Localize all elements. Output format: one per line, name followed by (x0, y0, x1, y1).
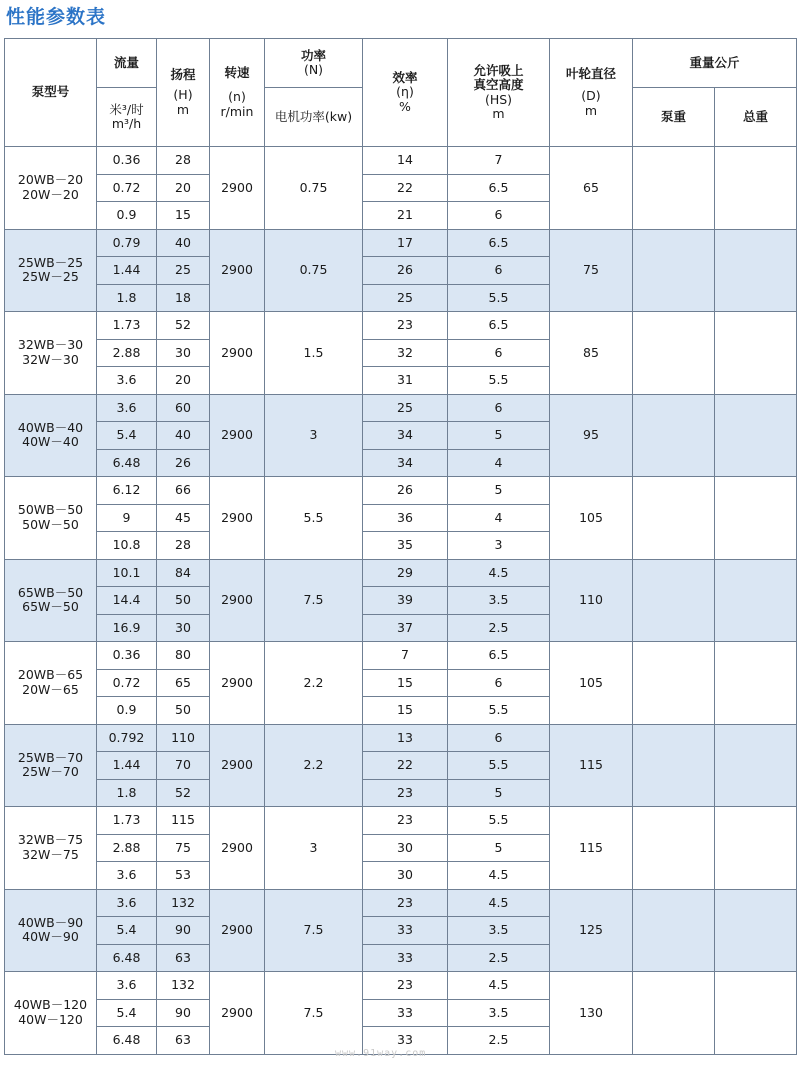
pump-weight-cell (633, 312, 715, 395)
pump-weight-cell (633, 807, 715, 890)
head-cell: 50 (157, 697, 210, 725)
flow-cell: 1.73 (97, 312, 157, 340)
table-row (5, 477, 797, 505)
header-weight: 重量公斤 (633, 39, 797, 88)
suction-height-cell: 6 (448, 394, 550, 422)
header-speed-unit1: (n) (228, 89, 246, 105)
power-cell: 3 (265, 394, 363, 477)
model-name-alt: 32W－30 (22, 351, 79, 367)
efficiency-cell: 30 (363, 862, 448, 890)
flow-cell: 0.9 (97, 202, 157, 230)
head-cell: 50 (157, 587, 210, 615)
flow-cell: 3.6 (97, 889, 157, 917)
table-body (5, 147, 797, 1055)
suction-height-cell: 2.5 (448, 1027, 550, 1055)
model-name-alt: 40W－40 (22, 434, 79, 450)
efficiency-cell: 33 (363, 1027, 448, 1055)
flow-cell: 0.72 (97, 174, 157, 202)
flow-cell: 2.88 (97, 339, 157, 367)
head-cell: 52 (157, 312, 210, 340)
model-cell (5, 889, 97, 972)
impeller-cell: 105 (550, 642, 633, 725)
impeller-cell: 75 (550, 229, 633, 312)
power-cell: 7.5 (265, 889, 363, 972)
efficiency-cell: 30 (363, 834, 448, 862)
efficiency-cell: 32 (363, 339, 448, 367)
suction-height-cell: 5.5 (448, 807, 550, 835)
efficiency-cell: 23 (363, 779, 448, 807)
efficiency-cell: 21 (363, 202, 448, 230)
suction-height-cell: 5 (448, 477, 550, 505)
table-row (5, 807, 797, 835)
header-eff-label: 效率 (392, 69, 418, 85)
header-model: 泵型号 (5, 39, 97, 147)
head-cell: 84 (157, 559, 210, 587)
model-name-alt: 25W－25 (22, 269, 79, 285)
head-cell: 53 (157, 862, 210, 890)
header-eff-unit: % (399, 98, 411, 114)
pump-weight-cell (633, 889, 715, 972)
flow-cell: 6.12 (97, 477, 157, 505)
model-name: 40WB－120 (13, 997, 88, 1013)
table-row (5, 229, 797, 257)
model-cell (5, 807, 97, 890)
pump-weight-cell (633, 147, 715, 230)
total-weight-cell (715, 394, 797, 477)
head-cell: 30 (157, 339, 210, 367)
flow-cell: 1.44 (97, 752, 157, 780)
header-head-unit2: m (176, 101, 190, 117)
model-name: 32WB－75 (17, 832, 84, 848)
efficiency-cell: 13 (363, 724, 448, 752)
table-row (5, 724, 797, 752)
efficiency-cell: 23 (363, 312, 448, 340)
flow-cell: 3.6 (97, 367, 157, 395)
flow-cell: 0.9 (97, 697, 157, 725)
flow-cell: 2.88 (97, 834, 157, 862)
head-cell: 25 (157, 257, 210, 285)
header-head-label: 扬程 (170, 66, 196, 82)
model-cell (5, 477, 97, 560)
total-weight-cell (715, 147, 797, 230)
suction-height-cell: 5.5 (448, 367, 550, 395)
head-cell: 110 (157, 724, 210, 752)
table-row (5, 312, 797, 340)
model-cell (5, 147, 97, 230)
head-cell: 132 (157, 889, 210, 917)
suction-height-cell: 5.5 (448, 284, 550, 312)
head-cell: 115 (157, 807, 210, 835)
speed-cell: 2900 (210, 147, 265, 230)
header-impeller-label: 叶轮直径 (565, 65, 616, 81)
header-impeller-sub: (D) (581, 88, 601, 104)
flow-cell: 0.36 (97, 642, 157, 670)
flow-cell: 0.79 (97, 229, 157, 257)
head-cell: 70 (157, 752, 210, 780)
efficiency-cell: 31 (363, 367, 448, 395)
flow-cell: 5.4 (97, 999, 157, 1027)
total-weight-cell (715, 477, 797, 560)
speed-cell: 2900 (210, 312, 265, 395)
total-weight-cell (715, 724, 797, 807)
pump-weight-cell (633, 229, 715, 312)
speed-cell: 2900 (210, 559, 265, 642)
impeller-cell: 85 (550, 312, 633, 395)
flow-cell: 6.48 (97, 944, 157, 972)
impeller-cell: 130 (550, 972, 633, 1055)
watermark: www.91way.com (335, 1048, 427, 1059)
header-suction-unit: m (492, 105, 505, 121)
speed-cell: 2900 (210, 972, 265, 1055)
model-name: 20WB－65 (17, 667, 84, 683)
pump-weight-cell (633, 972, 715, 1055)
header-suction-line3: (HS) (484, 91, 513, 107)
total-weight-cell (715, 972, 797, 1055)
efficiency-cell: 33 (363, 999, 448, 1027)
header-impeller (550, 39, 633, 147)
efficiency-cell: 39 (363, 587, 448, 615)
suction-height-cell: 3.5 (448, 917, 550, 945)
table-row (5, 889, 797, 917)
suction-height-cell: 4.5 (448, 862, 550, 890)
flow-cell: 6.48 (97, 449, 157, 477)
suction-height-cell: 6.5 (448, 312, 550, 340)
speed-cell: 2900 (210, 477, 265, 560)
speed-cell: 2900 (210, 724, 265, 807)
speed-cell: 2900 (210, 807, 265, 890)
impeller-cell: 110 (550, 559, 633, 642)
suction-height-cell: 2.5 (448, 944, 550, 972)
suction-height-cell: 6 (448, 669, 550, 697)
efficiency-cell: 23 (363, 972, 448, 1000)
suction-height-cell: 2.5 (448, 614, 550, 642)
efficiency-cell: 22 (363, 752, 448, 780)
header-head-unit1: (H) (173, 87, 193, 103)
power-cell: 5.5 (265, 477, 363, 560)
model-cell (5, 642, 97, 725)
power-cell: 0.75 (265, 147, 363, 230)
head-cell: 90 (157, 999, 210, 1027)
head-cell: 60 (157, 394, 210, 422)
header-flow: 流量 (97, 39, 157, 88)
speed-cell: 2900 (210, 394, 265, 477)
header-eff-sub: (η) (396, 84, 414, 100)
efficiency-cell: 26 (363, 477, 448, 505)
header-efficiency (363, 39, 448, 147)
efficiency-cell: 34 (363, 422, 448, 450)
head-cell: 26 (157, 449, 210, 477)
flow-cell: 0.792 (97, 724, 157, 752)
pump-weight-cell (633, 394, 715, 477)
model-name-alt: 50W－50 (22, 516, 79, 532)
flow-cell: 10.8 (97, 532, 157, 560)
head-cell: 63 (157, 1027, 210, 1055)
head-cell: 132 (157, 972, 210, 1000)
head-cell: 52 (157, 779, 210, 807)
flow-cell: 9 (97, 504, 157, 532)
head-cell: 80 (157, 642, 210, 670)
model-name-alt: 65W－50 (22, 599, 79, 615)
model-name-alt: 20W－65 (22, 681, 79, 697)
total-weight-cell (715, 312, 797, 395)
flow-cell: 1.73 (97, 807, 157, 835)
header-suction-line2: 真空高度 (473, 77, 524, 93)
efficiency-cell: 17 (363, 229, 448, 257)
model-name-alt: 32W－75 (22, 846, 79, 862)
flow-cell: 14.4 (97, 587, 157, 615)
total-weight-cell (715, 559, 797, 642)
header-speed (210, 39, 265, 147)
speed-cell: 2900 (210, 229, 265, 312)
speed-cell: 2900 (210, 889, 265, 972)
flow-cell: 0.72 (97, 669, 157, 697)
pump-weight-cell (633, 724, 715, 807)
efficiency-cell: 33 (363, 944, 448, 972)
suction-height-cell: 6 (448, 339, 550, 367)
flow-cell: 1.8 (97, 779, 157, 807)
header-power-label: 功率 (300, 47, 326, 63)
efficiency-cell: 15 (363, 697, 448, 725)
head-cell: 28 (157, 147, 210, 175)
power-cell: 2.2 (265, 642, 363, 725)
model-cell (5, 394, 97, 477)
flow-cell: 3.6 (97, 972, 157, 1000)
impeller-cell: 125 (550, 889, 633, 972)
header-power-sub: (N) (303, 62, 324, 77)
head-cell: 20 (157, 367, 210, 395)
header-flow-unit2: m³/h (111, 116, 142, 131)
model-name: 25WB－70 (17, 749, 84, 765)
suction-height-cell: 3 (448, 532, 550, 560)
total-weight-cell (715, 889, 797, 972)
power-cell: 2.2 (265, 724, 363, 807)
power-cell: 1.5 (265, 312, 363, 395)
suction-height-cell: 6 (448, 202, 550, 230)
head-cell: 40 (157, 229, 210, 257)
head-cell: 90 (157, 917, 210, 945)
flow-cell: 16.9 (97, 614, 157, 642)
head-cell: 63 (157, 944, 210, 972)
efficiency-cell: 34 (363, 449, 448, 477)
head-cell: 15 (157, 202, 210, 230)
flow-cell: 10.1 (97, 559, 157, 587)
flow-cell: 6.48 (97, 1027, 157, 1055)
table-row (5, 972, 797, 1000)
model-cell (5, 972, 97, 1055)
head-cell: 18 (157, 284, 210, 312)
model-name: 50WB－50 (17, 502, 84, 518)
suction-height-cell: 4.5 (448, 559, 550, 587)
suction-height-cell: 3.5 (448, 999, 550, 1027)
efficiency-cell: 33 (363, 917, 448, 945)
efficiency-cell: 23 (363, 807, 448, 835)
efficiency-cell: 25 (363, 394, 448, 422)
suction-height-cell: 6.5 (448, 174, 550, 202)
header-pump-weight: 泵重 (633, 88, 715, 147)
table-row (5, 394, 797, 422)
header-total-weight: 总重 (715, 88, 797, 147)
model-name-alt: 25W－70 (22, 764, 79, 780)
model-name-alt: 40W－120 (18, 1011, 83, 1027)
power-cell: 3 (265, 807, 363, 890)
model-cell (5, 229, 97, 312)
table-row (5, 559, 797, 587)
head-cell: 66 (157, 477, 210, 505)
impeller-cell: 105 (550, 477, 633, 560)
head-cell: 20 (157, 174, 210, 202)
header-head (157, 39, 210, 147)
model-name-alt: 20W－20 (22, 186, 79, 202)
head-cell: 45 (157, 504, 210, 532)
flow-cell: 5.4 (97, 422, 157, 450)
flow-cell: 1.44 (97, 257, 157, 285)
pump-weight-cell (633, 642, 715, 725)
impeller-cell: 115 (550, 807, 633, 890)
suction-height-cell: 5.5 (448, 697, 550, 725)
suction-height-cell: 6.5 (448, 229, 550, 257)
suction-height-cell: 3.5 (448, 587, 550, 615)
impeller-cell: 65 (550, 147, 633, 230)
suction-height-cell: 5 (448, 779, 550, 807)
flow-cell: 5.4 (97, 917, 157, 945)
suction-height-cell: 7 (448, 147, 550, 175)
model-cell (5, 312, 97, 395)
model-name: 25WB－25 (17, 254, 84, 270)
header-speed-label: 转速 (224, 64, 250, 80)
model-name: 20WB－20 (17, 172, 84, 188)
power-cell: 0.75 (265, 229, 363, 312)
total-weight-cell (715, 229, 797, 312)
suction-height-cell: 4.5 (448, 972, 550, 1000)
suction-height-cell: 6.5 (448, 642, 550, 670)
model-name: 40WB－40 (17, 419, 84, 435)
head-cell: 65 (157, 669, 210, 697)
model-name: 32WB－30 (17, 337, 84, 353)
header-power (265, 39, 363, 88)
page-title: 性能参数表 (6, 6, 107, 28)
model-name-alt: 40W－90 (22, 929, 79, 945)
header-flow-unit (97, 88, 157, 147)
head-cell: 75 (157, 834, 210, 862)
pump-weight-cell (633, 477, 715, 560)
efficiency-cell: 36 (363, 504, 448, 532)
header-suction-height (448, 39, 550, 147)
head-cell: 30 (157, 614, 210, 642)
suction-height-cell: 5 (448, 422, 550, 450)
model-name: 65WB－50 (17, 584, 84, 600)
impeller-cell: 115 (550, 724, 633, 807)
power-cell: 7.5 (265, 559, 363, 642)
head-cell: 40 (157, 422, 210, 450)
head-cell: 28 (157, 532, 210, 560)
pump-weight-cell (633, 559, 715, 642)
flow-cell: 3.6 (97, 394, 157, 422)
efficiency-cell: 26 (363, 257, 448, 285)
efficiency-cell: 23 (363, 889, 448, 917)
efficiency-cell: 15 (363, 669, 448, 697)
suction-height-cell: 5.5 (448, 752, 550, 780)
efficiency-cell: 37 (363, 614, 448, 642)
header-speed-unit2: r/min (220, 103, 254, 119)
suction-height-cell: 6 (448, 257, 550, 285)
total-weight-cell (715, 807, 797, 890)
table-row (5, 147, 797, 175)
flow-cell: 3.6 (97, 862, 157, 890)
suction-height-cell: 4 (448, 449, 550, 477)
efficiency-cell: 14 (363, 147, 448, 175)
efficiency-cell: 7 (363, 642, 448, 670)
efficiency-cell: 35 (363, 532, 448, 560)
impeller-cell: 95 (550, 394, 633, 477)
efficiency-cell: 29 (363, 559, 448, 587)
total-weight-cell (715, 642, 797, 725)
efficiency-cell: 25 (363, 284, 448, 312)
table-row (5, 642, 797, 670)
speed-cell: 2900 (210, 642, 265, 725)
model-name: 40WB－90 (17, 914, 84, 930)
header-suction-line1: 允许吸上 (473, 62, 524, 78)
header-impeller-unit: m (584, 102, 598, 118)
header-motor-power: 电机功率(kw) (265, 88, 363, 147)
model-cell (5, 724, 97, 807)
power-cell: 7.5 (265, 972, 363, 1055)
flow-cell: 0.36 (97, 147, 157, 175)
efficiency-cell: 22 (363, 174, 448, 202)
flow-cell: 1.8 (97, 284, 157, 312)
suction-height-cell: 5 (448, 834, 550, 862)
suction-height-cell: 4.5 (448, 889, 550, 917)
suction-height-cell: 4 (448, 504, 550, 532)
suction-height-cell: 6 (448, 724, 550, 752)
performance-table (4, 38, 797, 1055)
model-cell (5, 559, 97, 642)
header-flow-unit1: 米³/时 (109, 101, 144, 117)
